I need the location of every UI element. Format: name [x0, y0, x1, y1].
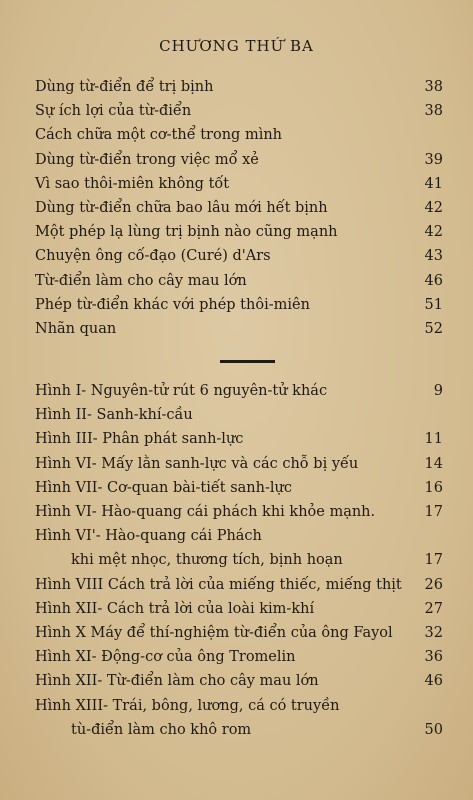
toc-entry-title: Dùng từ-điển chữa bao lâu mới hết bịnh	[35, 200, 328, 216]
toc-entry-title: Cách chữa một cơ-thể trong mình	[35, 127, 283, 144]
toc-entry	[35, 245, 443, 267]
toc-entry-page: 42	[424, 224, 443, 241]
toc-entry	[35, 501, 443, 523]
toc-entry-title: Hình III- Phân phát sanh-lực	[35, 431, 244, 448]
toc-entry	[35, 719, 443, 741]
toc-entry-title: Vì sao thôi-miên không tốt	[35, 175, 230, 192]
toc-entry-title: tù-điển làm cho khô rom	[71, 721, 252, 738]
toc-entry-title: Phép từ-điển khác với phép thôi-miên	[35, 296, 310, 313]
chapter-title: CHƯƠNG THỨ BA	[159, 37, 314, 55]
toc-entry-title: Dùng từ-điển trong việc mổ xẻ	[35, 151, 259, 168]
toc-entry	[35, 598, 443, 620]
toc-entry-page: 43	[424, 248, 443, 265]
toc-entry	[35, 124, 443, 146]
toc-entry-title: Chuyện ông cố-đạo (Curé) d'Ars	[35, 248, 271, 265]
toc-entry-page: 39	[424, 151, 443, 168]
toc-entry-title: Hình XIII- Trái, bông, lương, cá có truyền	[35, 697, 340, 714]
toc-entry-page: 32	[424, 625, 443, 641]
toc-entry-title: Hình VI'- Hào-quang cái Phách	[35, 528, 262, 545]
toc-entry-page: 36	[424, 649, 443, 666]
toc-entry	[35, 670, 443, 692]
toc-entry-page: 51	[424, 296, 443, 313]
toc-entry	[35, 197, 443, 219]
toc-entry-page: 42	[424, 200, 443, 216]
toc-entry-page: 14	[424, 455, 443, 472]
toc-entry-title: Hình VI- Hào-quang cái phách khi khỏe mạnh.	[35, 504, 376, 520]
toc-entry	[35, 525, 443, 547]
toc-entry	[35, 270, 443, 292]
toc-entry	[35, 294, 443, 316]
toc-entry-title: Hình XII- Từ-điển làm cho cây mau lớn	[35, 673, 319, 690]
toc-entry-page: 17	[424, 504, 443, 520]
toc-entry-title: Nhãn quan	[35, 321, 117, 337]
toc-entry	[35, 76, 443, 98]
toc-entry-page: 52	[424, 321, 443, 337]
toc-entry-page: 17	[424, 552, 443, 569]
toc-entry-title: Hình XI- Động-cơ của ông Tromelin	[35, 649, 296, 666]
toc-entry	[35, 318, 443, 340]
toc-entry-title: khi mệt nhọc, thương tích, bịnh hoạn	[71, 552, 343, 569]
section-divider	[220, 360, 275, 363]
toc-entry	[35, 404, 443, 426]
toc-entry-page: 38	[424, 79, 443, 95]
toc-entry	[35, 221, 443, 243]
toc-entry-page: 41	[424, 175, 443, 192]
toc-entry	[35, 574, 443, 596]
toc-entry-title: Hình VIII Cách trả lời của miếng thiếc, miếng thịt	[35, 576, 402, 593]
toc-entry-title: Hình I- Nguyên-tử rút 6 nguyên-tử khác	[35, 383, 328, 399]
toc-entry-title: Hình II- Sanh-khí-cầu	[35, 407, 193, 424]
toc-entry	[35, 622, 443, 644]
toc-entry-title: Một phép lạ lùng trị bịnh nào cũng mạnh	[35, 224, 338, 241]
toc-entry-page: 46	[424, 272, 443, 289]
toc-entry-page: 26	[424, 576, 443, 593]
toc-entry	[35, 453, 443, 475]
toc-entry	[35, 380, 443, 402]
toc-entry	[35, 646, 443, 668]
toc-entry	[35, 428, 443, 450]
toc-entry-page: 16	[424, 479, 443, 496]
toc-entry-title: Hình VI- Mấy lằn sanh-lực và các chỗ bị yếu	[35, 455, 359, 472]
toc-entry-title: Hình VII- Cơ-quan bài-tiết sanh-lực	[35, 479, 292, 496]
toc-entry-page: 27	[424, 600, 443, 617]
toc-entry-title: Hình XII- Cách trả lời của loài kim-khí	[35, 600, 315, 617]
toc-entry	[35, 477, 443, 499]
toc-entry-title: Dùng từ-điển để trị bịnh	[35, 79, 214, 95]
toc-entry	[35, 173, 443, 195]
toc-entry-page: 46	[424, 673, 443, 690]
toc-entry-title: Hình X Máy để thí-nghiệm từ-điển của ông Fayol	[35, 625, 393, 641]
toc-entry	[35, 149, 443, 171]
toc-entry	[35, 549, 443, 571]
toc-entry-title: Từ-điển làm cho cây mau lớn	[35, 272, 247, 289]
toc-entry	[35, 100, 443, 122]
toc-entry-page: 9	[433, 383, 443, 399]
toc-entry-page: 11	[424, 431, 443, 448]
toc-entry-page: 38	[424, 103, 443, 120]
toc-entry	[35, 695, 443, 717]
toc-entry-title: Sự ích lợi của từ-điển	[35, 103, 192, 120]
toc-entry-page: 50	[424, 721, 443, 738]
